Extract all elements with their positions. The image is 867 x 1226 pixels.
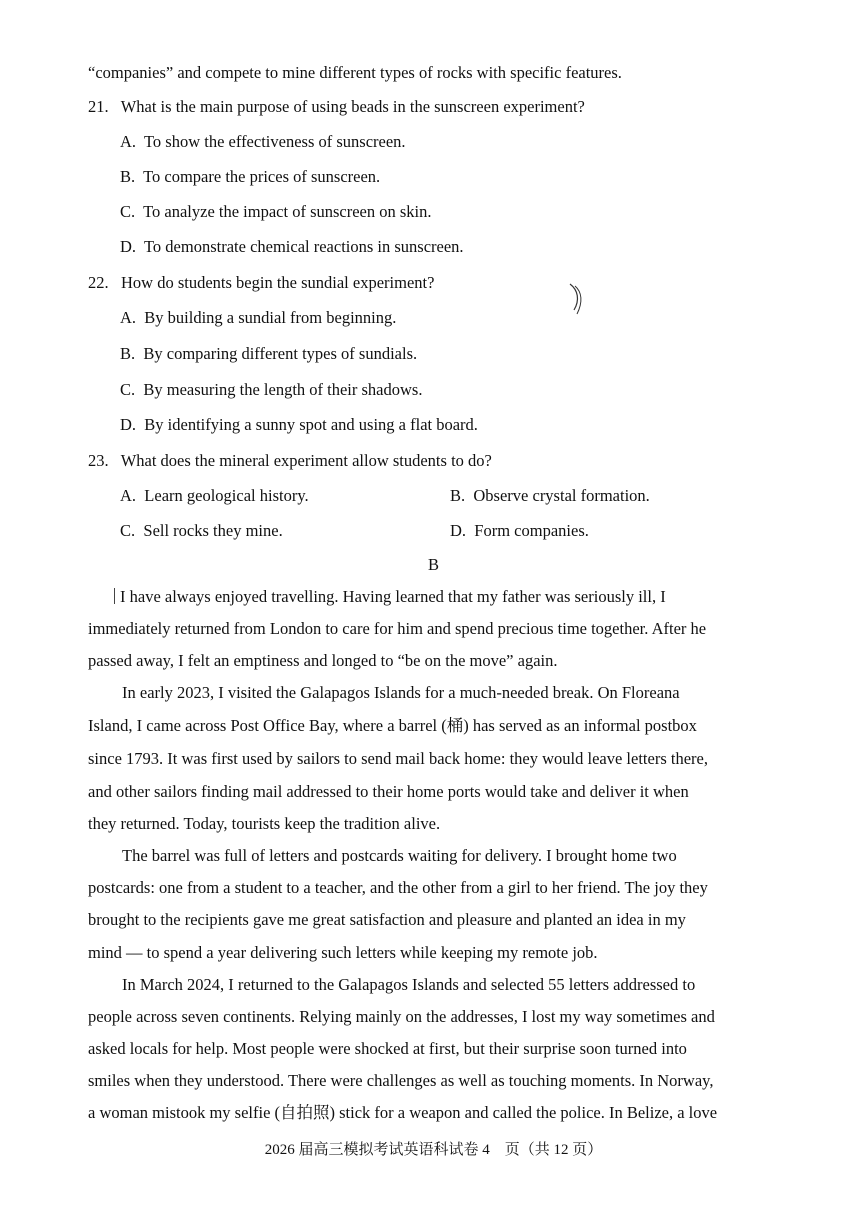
passage-line: mind — to spend a year delivering such letters while keeping my remote job. xyxy=(88,943,598,962)
option-text: Learn geological history. xyxy=(144,486,309,505)
option-21-a xyxy=(120,132,406,152)
option-letter: D. xyxy=(120,415,137,434)
handwritten-mark-icon xyxy=(566,280,586,320)
passage-line: passed away, I felt an emptiness and longed to “be on the move” again. xyxy=(88,651,558,670)
option-23-a xyxy=(120,486,309,506)
passage-line: postcards: one from a student to a teacher, and the other from a girl to her friend. The joy they xyxy=(88,878,708,897)
option-letter: C. xyxy=(120,202,136,221)
question-number: 21. xyxy=(88,97,109,116)
option-text: Observe crystal formation. xyxy=(473,486,650,505)
passage-line: and other sailors finding mail addressed to their home ports would take and deliver it when xyxy=(88,782,689,801)
option-21-d xyxy=(120,237,464,257)
option-text: Form companies. xyxy=(474,521,589,540)
option-23-d xyxy=(450,521,589,541)
option-23-b xyxy=(450,486,650,506)
option-text: By building a sundial from beginning. xyxy=(144,308,397,327)
section-label: B xyxy=(427,555,439,574)
option-22-b xyxy=(120,344,417,364)
passage-line: The barrel was full of letters and postcards waiting for delivery. I brought home two xyxy=(122,846,677,865)
question-text: What is the main purpose of using beads in the sunscreen experiment? xyxy=(120,97,585,116)
question-21 xyxy=(88,97,585,117)
question-22 xyxy=(88,273,434,293)
passage-line: In early 2023, I visited the Galapagos Islands for a much-needed break. On Floreana xyxy=(122,683,680,702)
option-text: By measuring the length of their shadows. xyxy=(143,380,423,399)
option-letter: A. xyxy=(120,132,137,151)
option-22-c xyxy=(120,380,422,400)
option-letter: B. xyxy=(120,344,136,363)
option-21-b xyxy=(120,167,380,187)
question-text: How do students begin the sundial experiment? xyxy=(121,273,435,292)
passage-line: smiles when they understood. There were challenges as well as touching moments. In Norway, xyxy=(88,1071,714,1090)
option-letter: C. xyxy=(120,380,136,399)
passage-line: a woman mistook my selfie (自拍照) stick for a weapon and called the police. In Belize, a love xyxy=(88,1103,718,1122)
margin-mark xyxy=(114,588,115,604)
passage-line: In March 2024, I returned to the Galapagos Islands and selected 55 letters addressed to xyxy=(122,975,696,994)
question-23 xyxy=(88,451,492,471)
option-letter: D. xyxy=(120,237,137,256)
option-text: Sell rocks they mine. xyxy=(143,521,283,540)
passage-line: people across seven continents. Relying mainly on the addresses, I lost my way sometimes and xyxy=(88,1007,715,1026)
option-text: To compare the prices of sunscreen. xyxy=(143,167,381,186)
option-text: To show the effectiveness of sunscreen. xyxy=(144,132,406,151)
passage-line: they returned. Today, tourists keep the tradition alive. xyxy=(88,814,441,833)
intro-line: “companies” and compete to mine different types of rocks with specific features. xyxy=(88,63,622,82)
passage-line: Island, I came across Post Office Bay, where a barrel (桶) has served as an informal postbox xyxy=(88,716,697,735)
option-letter: A. xyxy=(120,486,137,505)
option-letter: B. xyxy=(450,486,466,505)
question-number: 22. xyxy=(88,273,109,292)
option-23-c xyxy=(120,521,283,541)
option-22-d xyxy=(120,415,478,435)
option-letter: B. xyxy=(120,167,136,186)
passage-line: brought to the recipients gave me great satisfaction and pleasure and planted an idea in my xyxy=(88,910,686,929)
question-number: 23. xyxy=(88,451,109,470)
passage-line: since 1793. It was first used by sailors to send mail back home: they would leave letters there, xyxy=(88,749,708,768)
page-footer: 2026 届高三模拟考试英语科试卷 4 页（共 12 页） xyxy=(264,1142,603,1158)
option-text: To analyze the impact of sunscreen on skin. xyxy=(143,202,432,221)
option-text: By comparing different types of sundials. xyxy=(143,344,418,363)
option-text: By identifying a sunny spot and using a flat board. xyxy=(144,415,478,434)
passage-line: asked locals for help. Most people were shocked at first, but their surprise soon turned into xyxy=(88,1039,687,1058)
option-21-c xyxy=(120,202,432,222)
passage-line: immediately returned from London to care for him and spend precious time together. After he xyxy=(88,619,707,638)
option-letter: C. xyxy=(120,521,136,540)
option-letter: A. xyxy=(120,308,137,327)
passage-line: I have always enjoyed travelling. Having learned that my father was seriously ill, I xyxy=(120,587,666,606)
option-22-a xyxy=(120,308,396,328)
question-text: What does the mineral experiment allow students to do? xyxy=(120,451,492,470)
option-letter: D. xyxy=(450,521,467,540)
option-text: To demonstrate chemical reactions in sunscreen. xyxy=(144,237,464,256)
